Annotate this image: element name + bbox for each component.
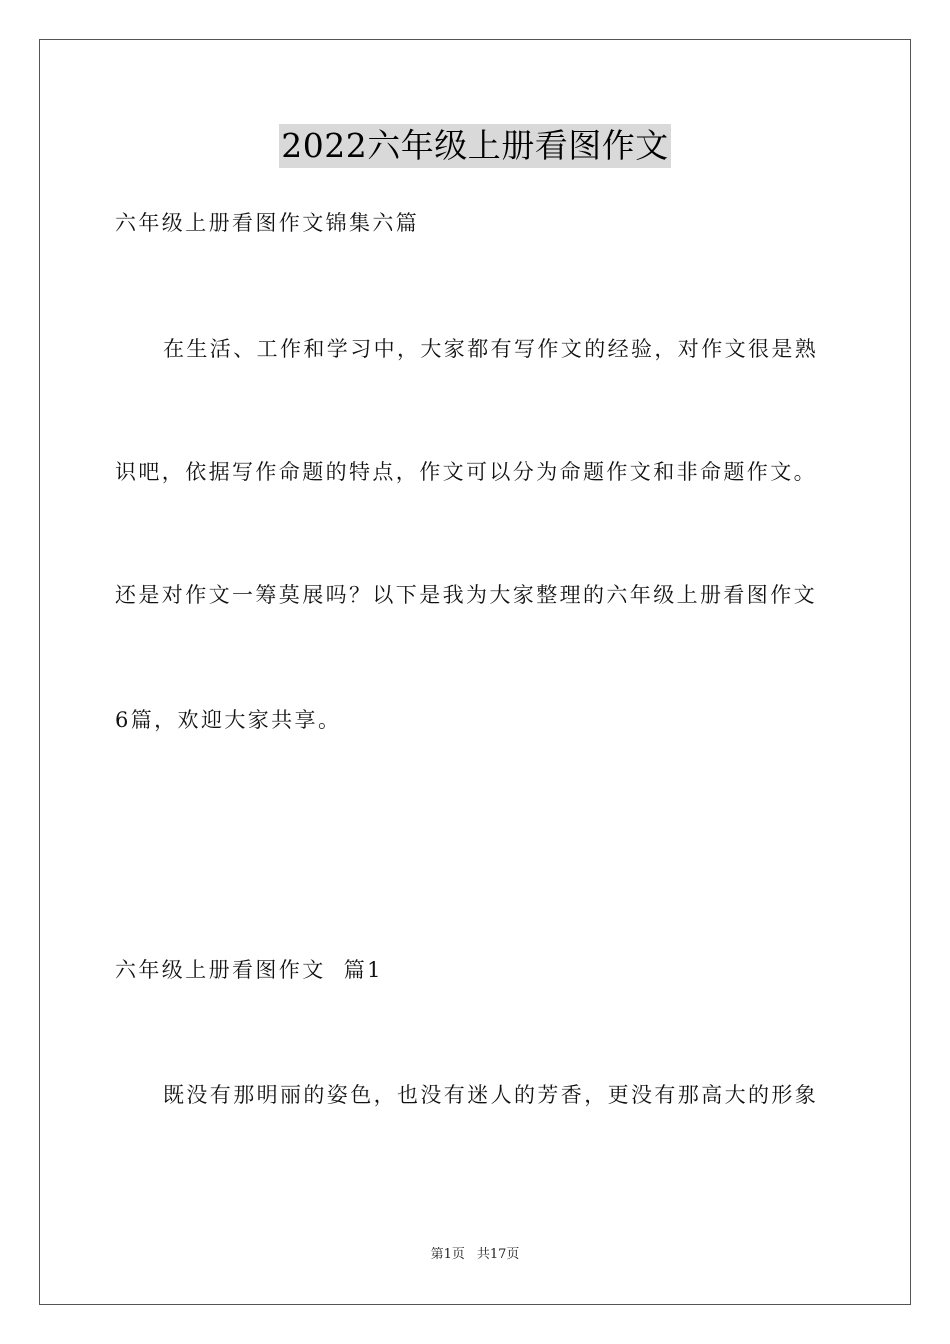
section-paragraph-line: 既没有那明丽的姿色，也没有迷人的芳香，更没有那高大的形象	[163, 1083, 819, 1107]
title-container	[0, 124, 950, 168]
page-number: 第1页	[430, 1247, 465, 1262]
intro-line-4: 6篇，欢迎大家共享。	[115, 708, 342, 732]
page-total: 共17页	[476, 1247, 520, 1262]
intro-line-3: 还是对作文一筹莫展吗？以下是我为大家整理的六年级上册看图作文	[115, 583, 817, 607]
document-subtitle: 六年级上册看图作文锦集六篇	[115, 211, 420, 235]
intro-line-2: 识吧，依据写作命题的特点，作文可以分为命题作文和非命题作文。	[115, 460, 817, 484]
section-heading: 六年级上册看图作文 篇1	[115, 958, 383, 982]
page-footer	[0, 1246, 950, 1264]
document-title: 2022六年级上册看图作文	[279, 124, 670, 168]
intro-line-1: 在生活、工作和学习中，大家都有写作文的经验，对作文很是熟	[163, 337, 819, 361]
